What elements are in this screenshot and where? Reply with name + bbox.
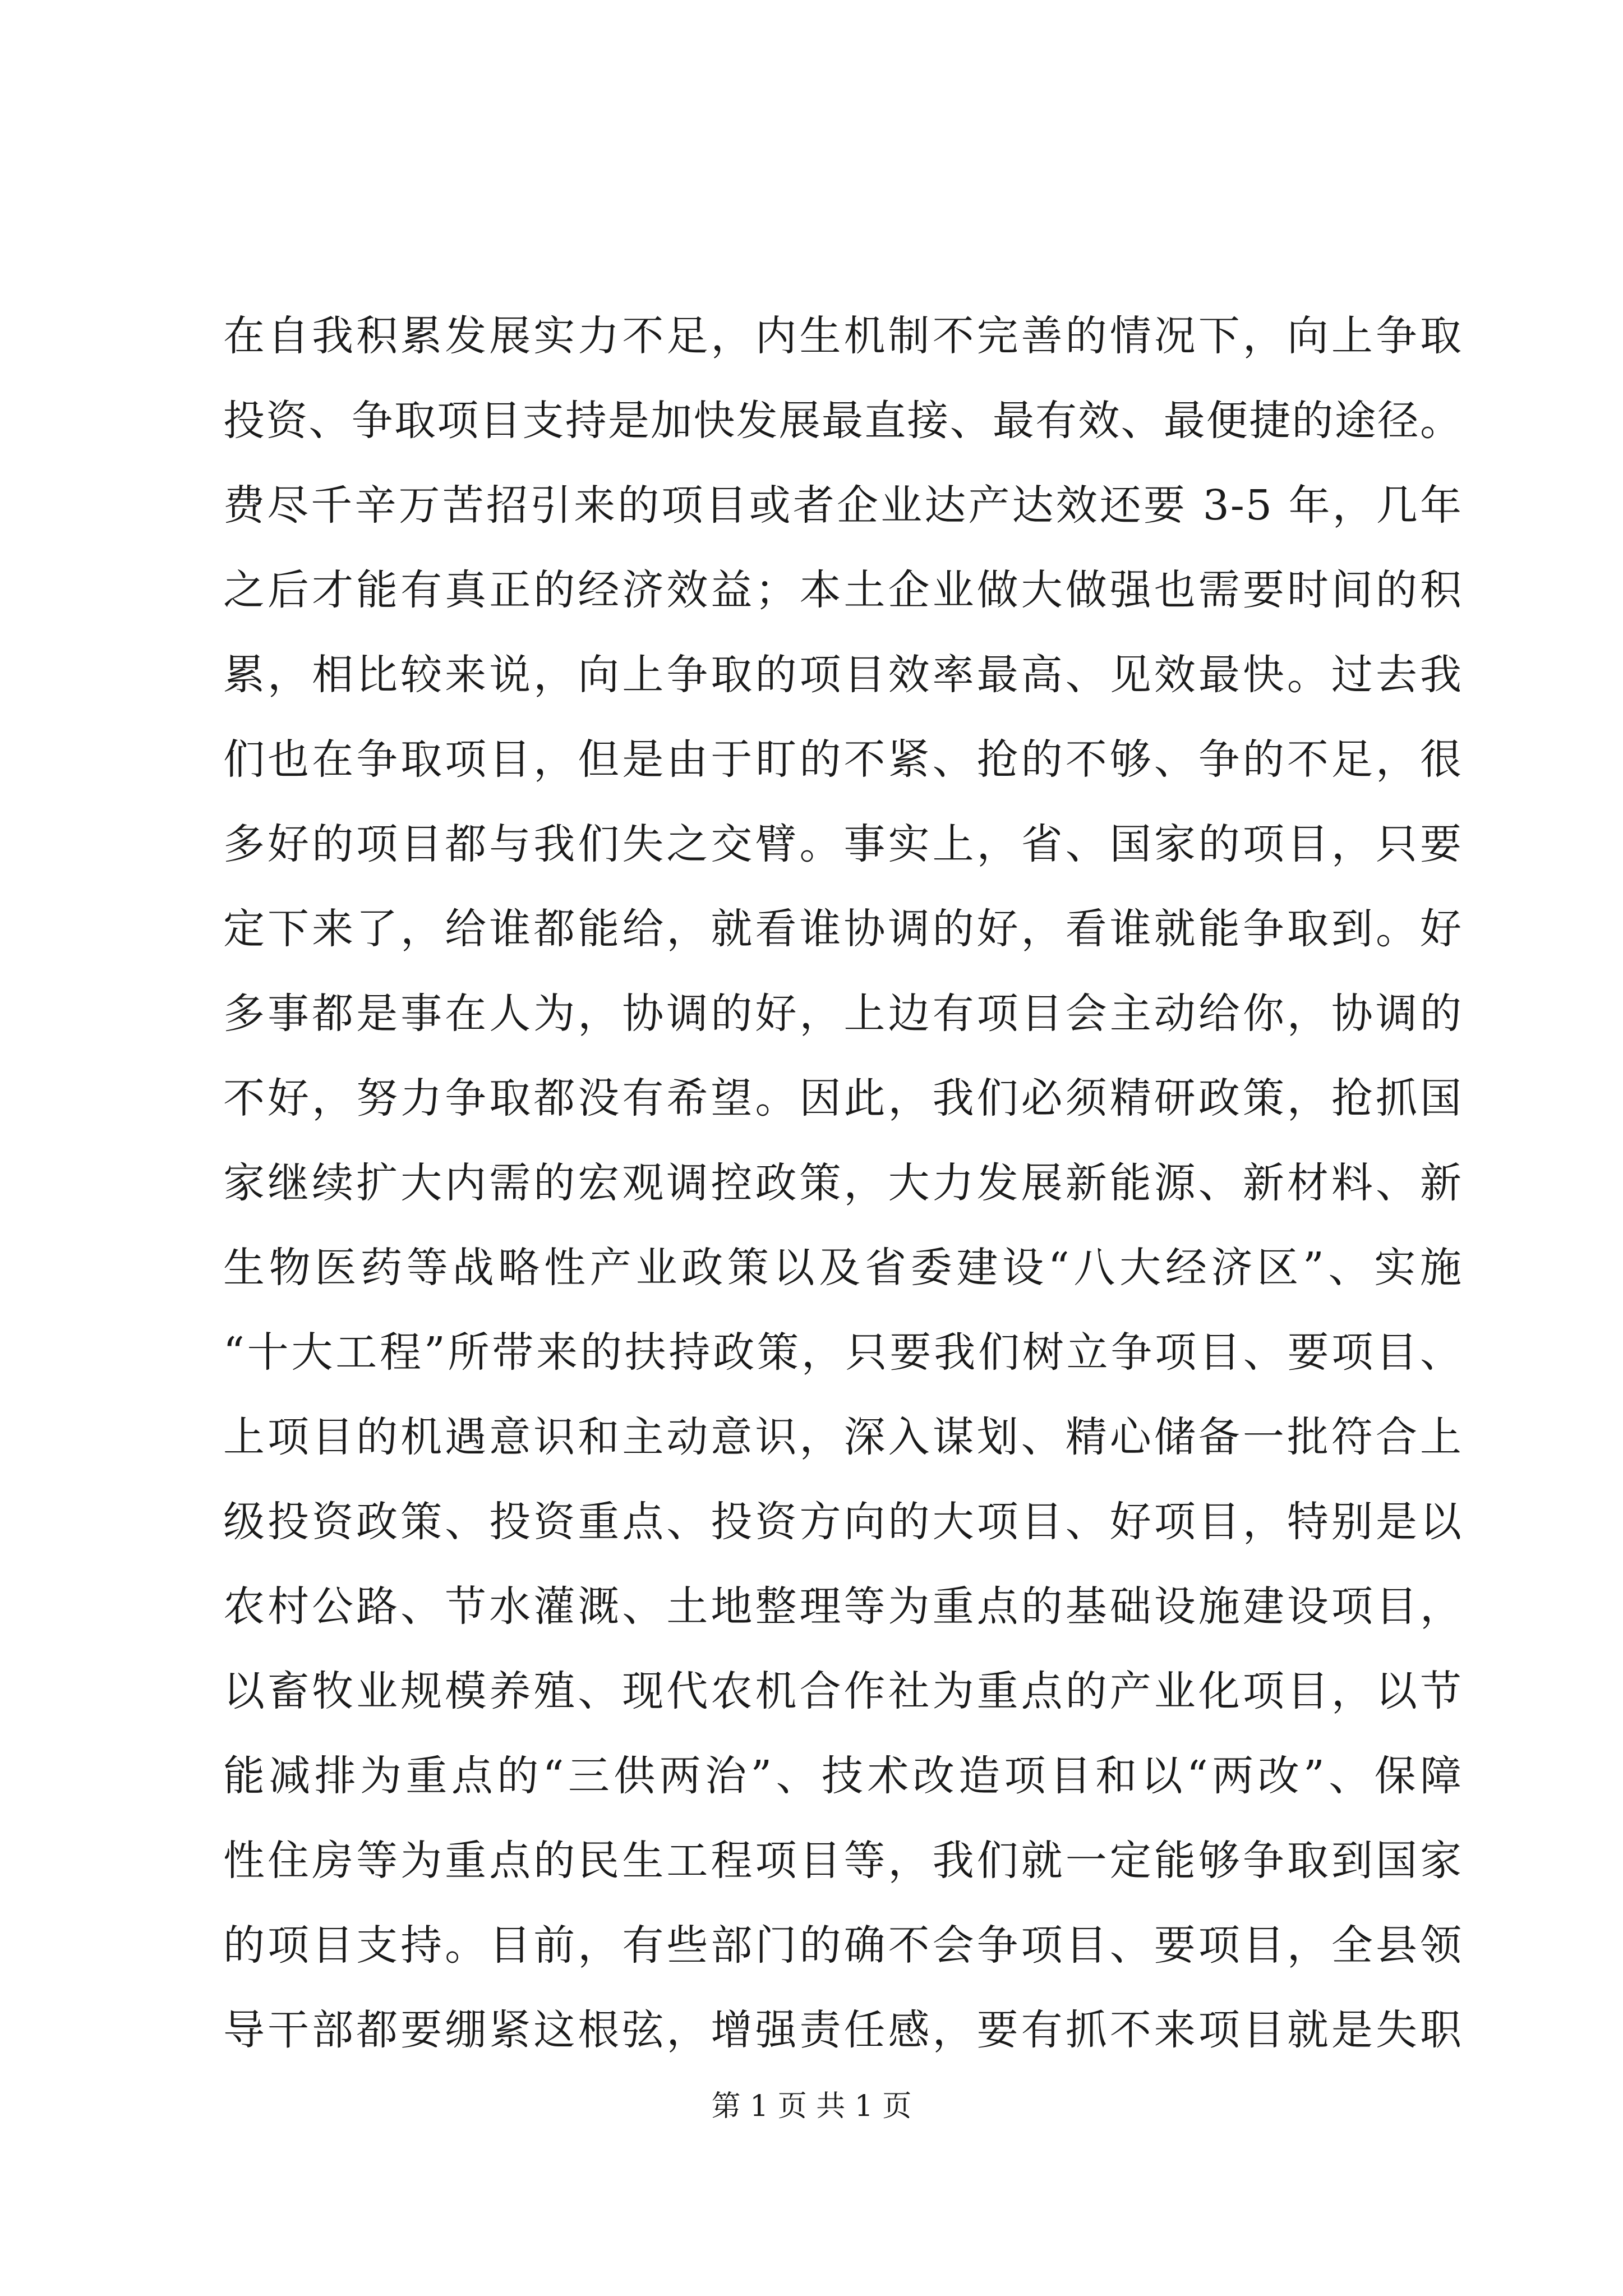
text-line: “十大工程”所带来的扶持政策，只要我们树立争项目、要项目、 [223,1328,1463,1377]
page-number: 第 1 页 共 1 页 [711,2090,912,2123]
text-line: 以畜牧业规模养殖、现代农机合作社为重点的产业化项目，以节 [223,1667,1463,1715]
text-line: 生物医药等战略性产业政策以及省委建设“八大经济区”、实施 [223,1244,1463,1292]
text-line: 农村公路、节水灌溉、土地整理等为重点的基础设施建设项目， [223,1582,1463,1631]
text-line: 在自我积累发展实力不足，内生机制不完善的情况下，向上争取 [223,312,1463,360]
text-line: 多好的项目都与我们失之交臂。事实上，省、国家的项目，只要 [223,820,1463,868]
text-line: 多事都是事在人为，协调的好，上边有项目会主动给你，协调的 [223,990,1463,1038]
text-line: 不好，努力争取都没有希望。因此，我们必须精研政策，抢抓国 [223,1074,1463,1122]
text-line: 投资、争取项目支持是加快发展最直接、最有效、最便捷的途径。 [223,397,1463,445]
text-line: 家继续扩大内需的宏观调控政策，大力发展新能源、新材料、新 [223,1159,1463,1207]
text-line: 导干部都要绷紧这根弦，增强责任感，要有抓不来项目就是失职 [223,2006,1463,2054]
text-line: 的项目支持。目前，有些部门的确不会争项目、要项目，全县领 [223,1921,1463,1970]
text-line: 定下来了，给谁都能给，就看谁协调的好，看谁就能争取到。好 [223,905,1463,953]
text-line: 上项目的机遇意识和主动意识，深入谋划、精心储备一批符合上 [223,1413,1463,1461]
text-line: 累，相比较来说，向上争取的项目效率最高、见效最快。过去我 [223,651,1463,699]
text-line: 们也在争取项目，但是由于盯的不紧、抢的不够、争的不足，很 [223,735,1463,784]
text-line: 之后才能有真正的经济效益；本土企业做大做强也需要时间的积 [223,566,1463,614]
text-line: 性住房等为重点的民生工程项目等，我们就一定能够争取到国家 [223,1837,1463,1885]
text-line: 能减排为重点的“三供两治”、技术改造项目和以“两改”、保障 [223,1752,1463,1800]
body-paragraph [223,294,1463,2073]
text-line: 费尽千辛万苦招引来的项目或者企业达产达效还要 3-5 年，几年 [223,481,1463,530]
text-line: 级投资政策、投资重点、投资方向的大项目、好项目，特别是以 [223,1498,1463,1546]
page-footer [0,2087,1623,2126]
